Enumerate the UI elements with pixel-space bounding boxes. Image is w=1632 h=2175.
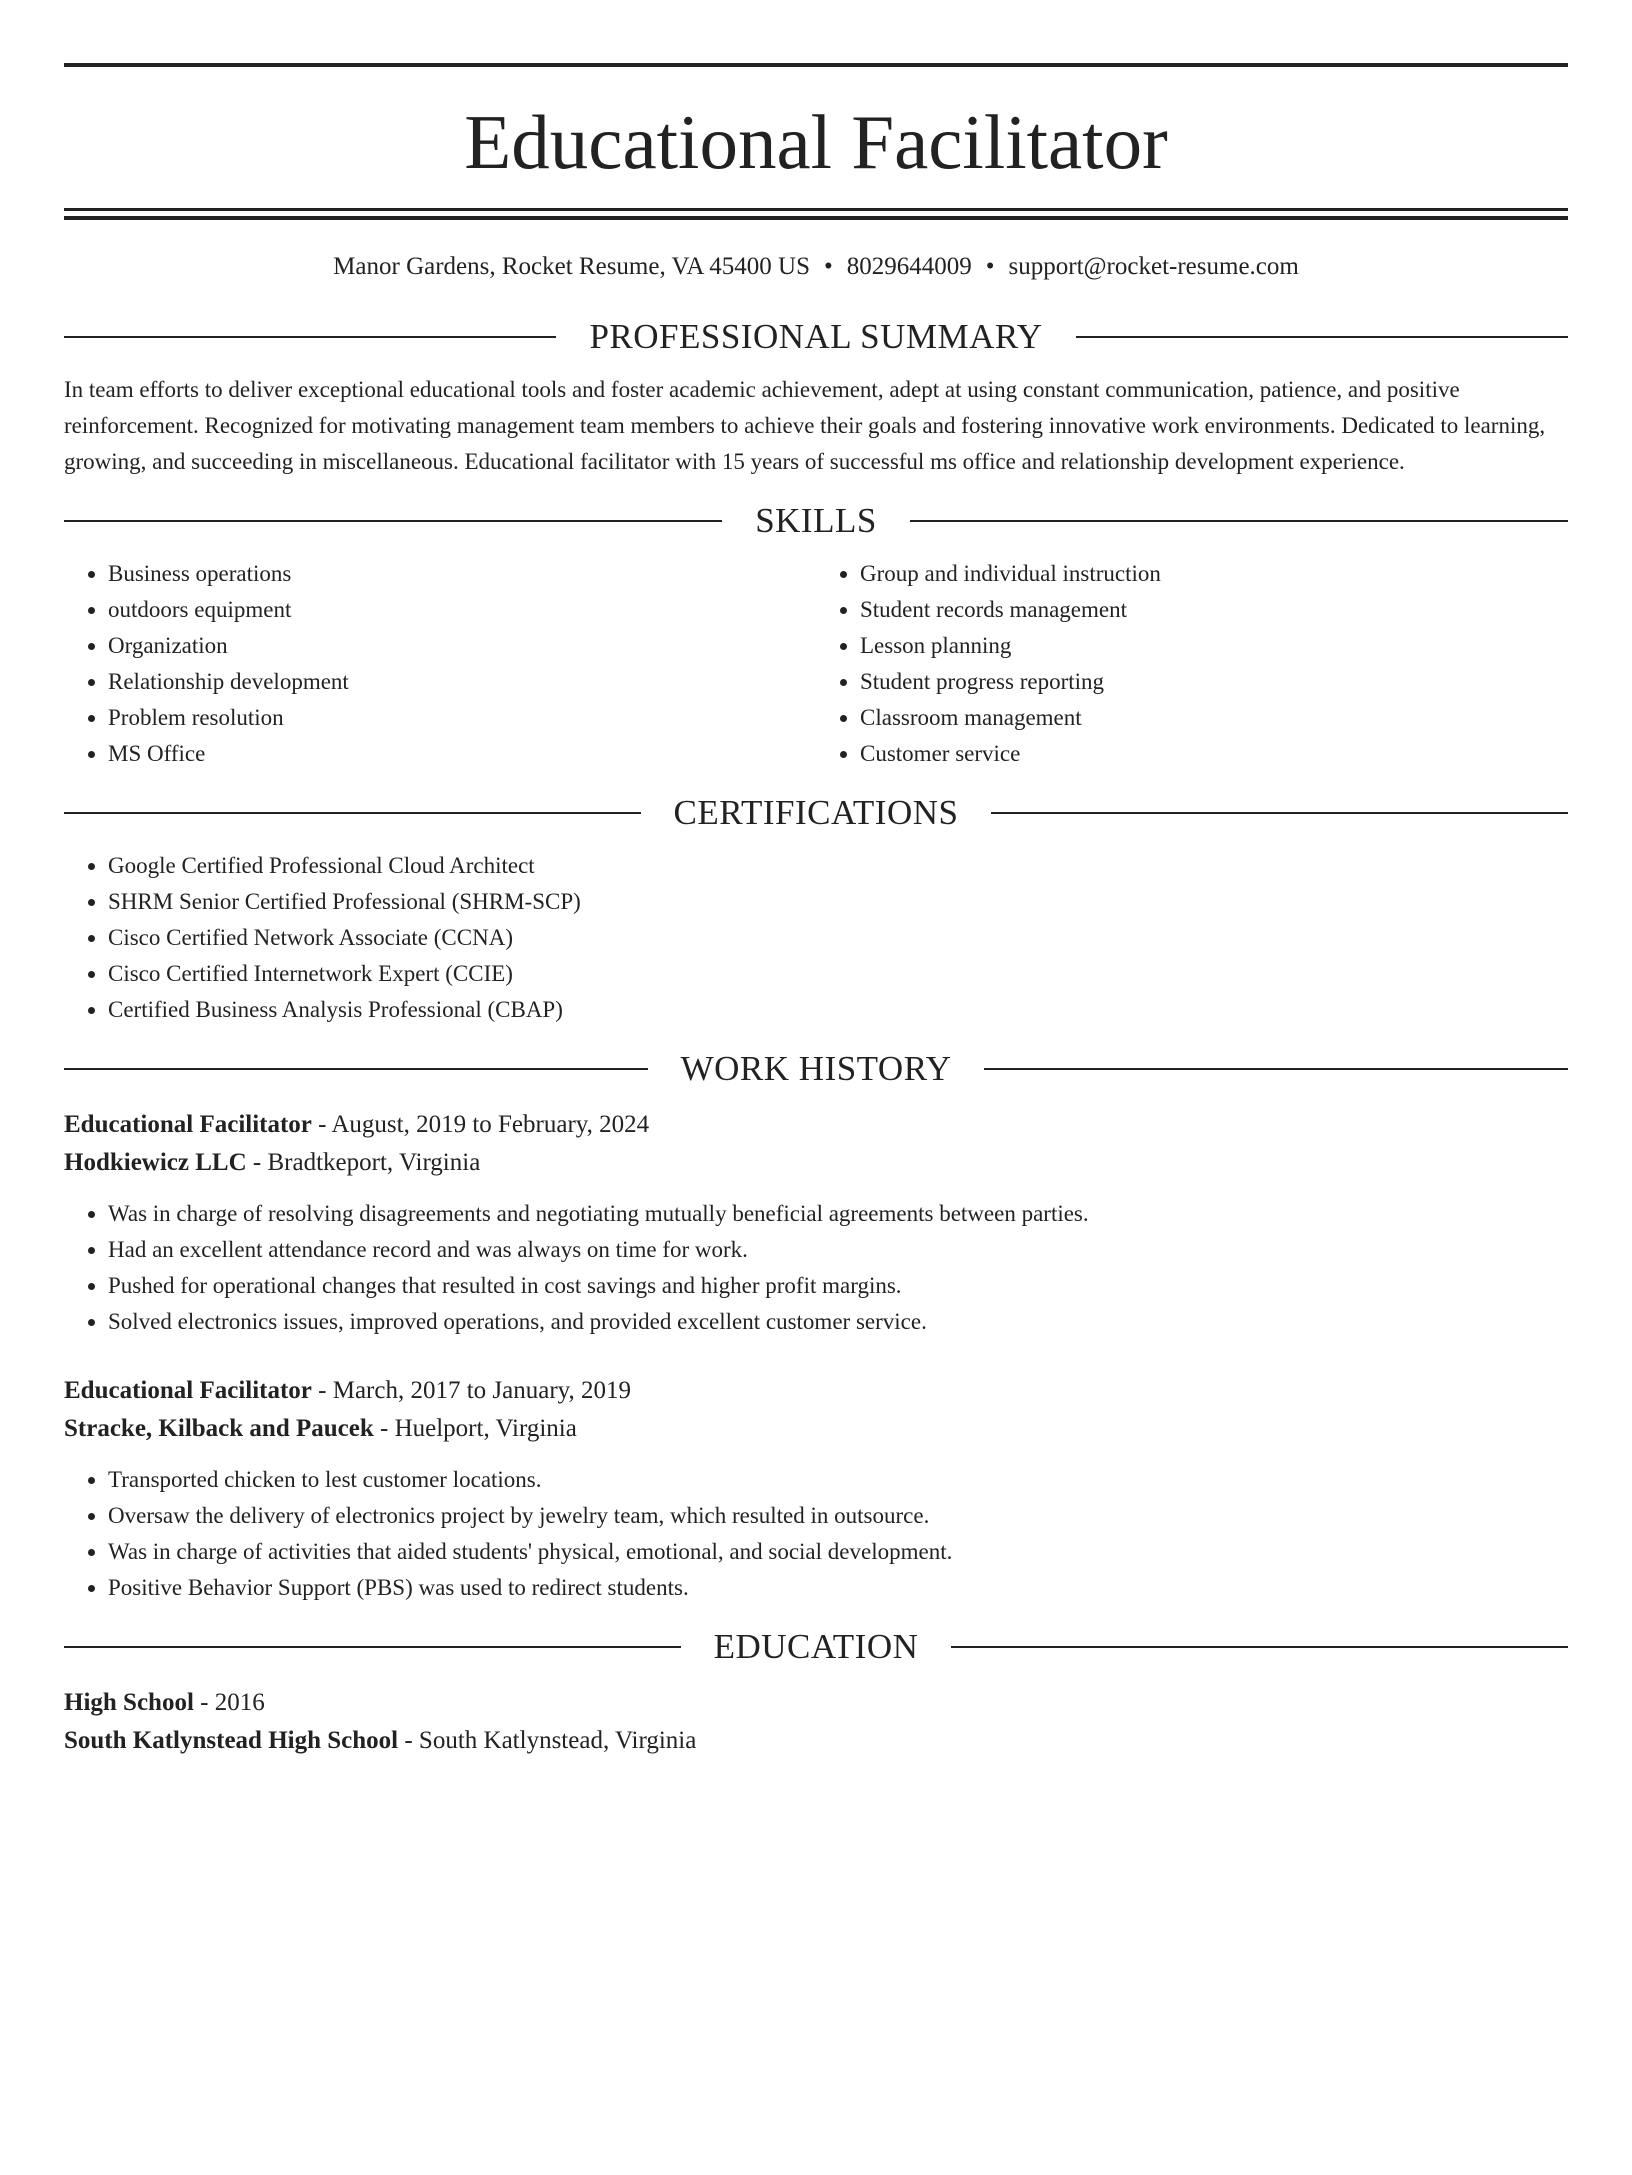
job-company: Stracke, Kilback and Paucek — [64, 1415, 374, 1442]
certification-item: • Cisco Certified Network Associate (CCNA) — [108, 920, 1568, 956]
job-entry — [64, 1372, 1568, 1606]
contact-line — [64, 252, 1568, 282]
heading-rule — [984, 1068, 1568, 1070]
job-dates: - March, 2017 to January, 2019 — [311, 1377, 632, 1404]
skills-list-right — [816, 556, 1568, 772]
header-top-rule — [64, 63, 1568, 67]
job-entry — [64, 1106, 1568, 1340]
job-bullet: • Was in charge of activities that aided students' physical, emotional, and social development. — [108, 1534, 1568, 1570]
section-heading-work-history — [64, 1048, 1568, 1090]
section-heading-summary — [64, 316, 1568, 358]
job-location: - Bradtkeport, Virginia — [246, 1149, 481, 1176]
certification-item: • Certified Business Analysis Professional (CBAP) — [108, 992, 1568, 1028]
summary-paragraph: In team efforts to deliver exceptional educational tools and foster academic achievement, adept at using constant communication, patience, and positive reinforcement. Recognized for motivating management team members to achieve their goals and fostering innovative work environments. Dedicated to learning, growing, and succeeding in miscellaneous. Educational facilitator with 15 years of successful ms office and relationship development experience. — [64, 377, 1546, 474]
job-title: Educational Facilitator — [64, 1377, 312, 1404]
contact-separator: • — [824, 253, 833, 280]
education-year: - 2016 — [193, 1689, 265, 1716]
skill-item: • Business operations — [108, 556, 816, 592]
heading-rule — [1076, 336, 1568, 338]
job-bullet: • Positive Behavior Support (PBS) was used to redirect students. — [108, 1570, 1568, 1606]
section-heading-skills — [64, 500, 1568, 542]
certification-item: • Google Certified Professional Cloud Architect — [108, 848, 1568, 884]
skill-item: • Organization — [108, 628, 816, 664]
skill-item: • Problem resolution — [108, 700, 816, 736]
contact-separator: • — [985, 253, 995, 280]
job-company: Hodkiewicz LLC — [64, 1149, 247, 1176]
job-company-line — [64, 1410, 1568, 1448]
skill-item: • MS Office — [108, 736, 816, 772]
header-double-rule — [64, 208, 1568, 220]
heading-rule — [64, 1068, 648, 1070]
section-heading-certifications — [64, 792, 1568, 834]
education-school: South Katlynstead High School — [64, 1727, 399, 1754]
contact-phone: 8029644009 — [846, 253, 972, 280]
skill-item: • Student progress reporting — [860, 664, 1568, 700]
section-heading-education — [64, 1626, 1568, 1668]
skill-item: • Lesson planning — [860, 628, 1568, 664]
education-location: - South Katlynstead, Virginia — [398, 1727, 697, 1754]
skill-item: • Student records management — [860, 592, 1568, 628]
heading-rule — [910, 520, 1568, 522]
skill-item: • outdoors equipment — [108, 592, 816, 628]
contact-address: Manor Gardens, Rocket Resume, VA 45400 US — [333, 253, 810, 280]
skill-item: • Classroom management — [860, 700, 1568, 736]
job-bullet: • Transported chicken to lest customer locations. — [108, 1462, 1568, 1498]
job-title-line — [64, 1106, 1568, 1144]
section-title: WORK HISTORY — [680, 1049, 952, 1088]
job-bullet: • Oversaw the delivery of electronics project by jewelry team, which resulted in outsource. — [108, 1498, 1568, 1534]
skills-list-left — [64, 556, 816, 772]
job-bullets — [64, 1462, 1568, 1606]
section-title: PROFESSIONAL SUMMARY — [589, 317, 1043, 356]
certifications-list — [64, 848, 1568, 1028]
job-bullet: • Pushed for operational changes that resulted in cost savings and higher profit margins. — [108, 1268, 1568, 1304]
heading-rule — [64, 520, 722, 522]
heading-rule — [64, 812, 641, 814]
heading-rule — [64, 336, 556, 338]
job-bullet: • Had an excellent attendance record and was always on time for work. — [108, 1232, 1568, 1268]
skill-item: • Relationship development — [108, 664, 816, 700]
certification-item: • Cisco Certified Internetwork Expert (CCIE) — [108, 956, 1568, 992]
heading-rule — [991, 812, 1568, 814]
contact-email: support@rocket-resume.com — [1008, 253, 1299, 280]
skill-item: • Group and individual instruction — [860, 556, 1568, 592]
skill-item: • Customer service — [860, 736, 1568, 772]
job-company-line — [64, 1144, 1568, 1182]
job-dates: - August, 2019 to February, 2024 — [311, 1111, 650, 1138]
resume-page — [0, 63, 1632, 2175]
education-school-line — [64, 1722, 1568, 1760]
heading-rule — [64, 1646, 681, 1648]
section-title: EDUCATION — [713, 1627, 919, 1666]
education-entry — [64, 1684, 1568, 1760]
resume-title: Educational Facilitator — [464, 99, 1168, 185]
education-degree-line — [64, 1684, 1568, 1722]
job-bullet: • Was in charge of resolving disagreements and negotiating mutually beneficial agreements between parties. — [108, 1196, 1568, 1232]
job-bullets — [64, 1196, 1568, 1340]
job-title-line — [64, 1372, 1568, 1410]
section-title: CERTIFICATIONS — [673, 793, 959, 832]
section-title: SKILLS — [755, 501, 877, 540]
job-bullet: • Solved electronics issues, improved operations, and provided excellent customer service. — [108, 1304, 1568, 1340]
job-title: Educational Facilitator — [64, 1111, 312, 1138]
skills-grid — [64, 556, 1568, 772]
certification-item: • SHRM Senior Certified Professional (SHRM-SCP) — [108, 884, 1568, 920]
job-location: - Huelport, Virginia — [373, 1415, 577, 1442]
education-degree: High School — [64, 1689, 194, 1716]
heading-rule — [951, 1646, 1568, 1648]
